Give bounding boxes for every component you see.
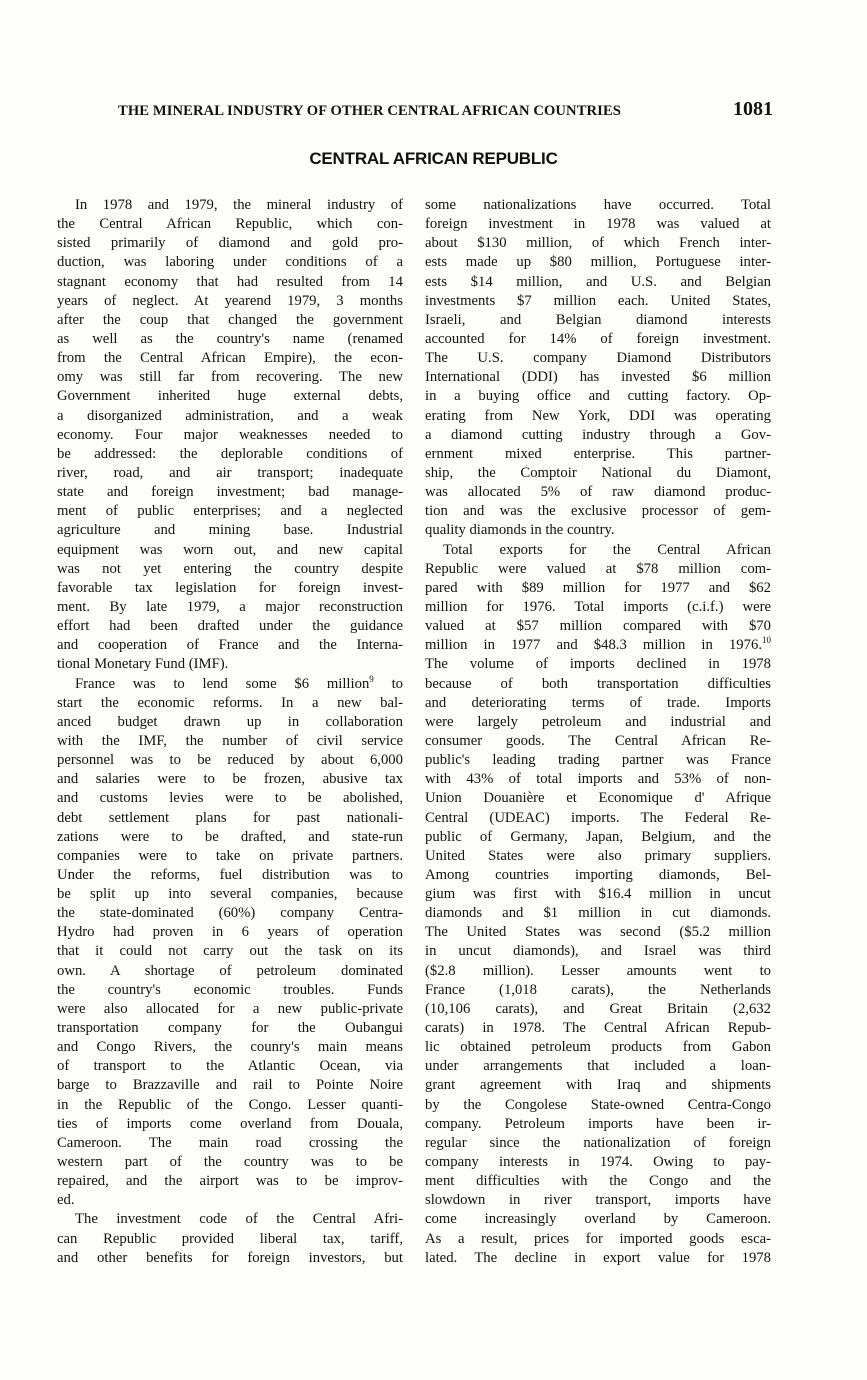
text-line	[57, 713, 403, 732]
text-line	[57, 1134, 403, 1153]
section-title: CENTRAL AFRICAN REPUBLIC	[309, 149, 558, 168]
text-line-content: tion and was the exclusive processor of gem-	[425, 503, 771, 520]
text-line-content: France (1,018 carats), the Netherlands	[425, 981, 771, 998]
text-line-content: The volume of imports declined in 1978	[425, 656, 771, 673]
text-line-content: with the IMF, the number of civil service	[57, 732, 403, 749]
text-line	[57, 598, 403, 617]
text-line	[425, 311, 771, 330]
text-line-content: repaired, and the airport was to be improv-	[57, 1173, 403, 1190]
text-line	[425, 253, 771, 272]
text-line	[425, 1134, 771, 1153]
text-line	[57, 981, 403, 1000]
text-line-content: that it could not carry out the task on its	[57, 943, 403, 960]
text-line-content: of transport to the Atlantic Ocean, via	[57, 1058, 403, 1075]
text-line	[57, 1153, 403, 1172]
text-line	[57, 828, 403, 847]
text-line	[425, 713, 771, 732]
text-line	[57, 311, 403, 330]
text-line	[425, 407, 771, 426]
text-line-content: ment of public enterprises; and a neglected	[57, 503, 403, 520]
text-line	[425, 904, 771, 923]
footnote-marker: 10	[762, 636, 771, 646]
text-line-content: some nationalizations have occurred. Total	[425, 197, 771, 213]
text-line	[57, 349, 403, 368]
text-line-content: (10,106 carats), and Great Britain (2,632	[425, 1000, 771, 1017]
text-line	[57, 579, 403, 598]
text-line	[425, 1172, 771, 1191]
text-line-content: agriculture and mining base. Industrial	[57, 522, 403, 539]
text-line-content: start the economic reforms. In a new bal-	[57, 694, 403, 711]
text-line	[57, 387, 403, 406]
text-line-content: ests made up $80 million, Portuguese inter-	[425, 254, 771, 271]
text-line-content: regular since the nationalization of foreign	[425, 1134, 771, 1151]
running-header-title: THE MINERAL INDUSTRY OF OTHER CENTRAL AFRICAN COUNTRIES	[118, 103, 622, 119]
text-line-content: in uncut diamonds), and Israel was third	[425, 943, 771, 960]
text-line	[425, 579, 771, 598]
text-line	[57, 694, 403, 713]
text-line	[57, 732, 403, 751]
text-line-content: ed.	[57, 1192, 75, 1209]
text-line	[57, 770, 403, 789]
text-line	[57, 962, 403, 981]
text-line	[425, 789, 771, 808]
text-line	[425, 521, 771, 540]
text-line-content: Union Douanière et Economique d' Afrique	[425, 790, 771, 807]
text-line	[425, 675, 771, 694]
text-line	[57, 1191, 403, 1210]
text-line	[57, 292, 403, 311]
text-line-content: effort had been drafted under the guidance	[57, 618, 403, 635]
text-line	[57, 655, 403, 674]
text-line-content: were also allocated for a new public-private	[57, 1000, 403, 1017]
text-line	[57, 234, 403, 253]
text-line-content: million in 1977 and $48.3 million in 1976.	[425, 637, 762, 654]
text-line-content: sisted primarily of diamond and gold pro-	[57, 235, 403, 252]
text-line	[57, 196, 403, 215]
text-line	[425, 1115, 771, 1134]
text-line-content: about $130 million, of which French inter-	[425, 235, 771, 252]
text-line	[425, 617, 771, 636]
text-line	[425, 1000, 771, 1019]
text-line	[57, 904, 403, 923]
text-line-content: slowdown in river transport, imports have	[425, 1192, 771, 1209]
text-line-content: France was to lend some $6 million	[75, 675, 370, 692]
text-line	[425, 1210, 771, 1229]
text-line-content: and deteriorating terms of trade. Imports	[425, 694, 771, 711]
text-line-content: the country's economic troubles. Funds	[57, 981, 403, 998]
text-line-content: own. A shortage of petroleum dominated	[57, 962, 403, 979]
text-line-content: Total exports for the Central African	[443, 541, 771, 558]
text-line-content: diamonds and $1 million in cut diamonds.	[425, 905, 771, 922]
text-line	[57, 253, 403, 272]
text-line-content: Government inherited huge external debts,	[57, 388, 403, 405]
text-line-content: in the Republic of the Congo. Lesser quanti-	[57, 1096, 403, 1113]
text-line	[425, 273, 771, 292]
text-line	[57, 541, 403, 560]
text-line	[425, 962, 771, 981]
text-line-content: and other benefits for foreign investors, but	[57, 1249, 403, 1266]
text-line-content: from the Central African Empire), the econ-	[57, 350, 403, 367]
text-line	[57, 809, 403, 828]
text-line-content: duction, was laboring under conditions of a	[57, 254, 403, 271]
text-line-content: under arrangements that included a loan-	[425, 1058, 771, 1075]
text-line	[425, 809, 771, 828]
text-line	[57, 502, 403, 521]
text-line-content: debt settlement plans for past nationali-	[57, 809, 403, 826]
text-line	[425, 445, 771, 464]
text-line-content: ties of imports come overland from Douala,	[57, 1115, 403, 1132]
text-line	[425, 426, 771, 445]
text-line-content: come increasingly overland by Cameroon.	[425, 1211, 771, 1228]
text-line	[57, 368, 403, 387]
text-line-content: be addressed: the deplorable conditions of	[57, 445, 403, 462]
text-line-content: were largely petroleum and industrial and	[425, 713, 771, 730]
text-line	[425, 1076, 771, 1095]
text-line	[425, 885, 771, 904]
text-line	[425, 292, 771, 311]
text-line	[425, 1096, 771, 1115]
text-line-content: consumer goods. The Central African Re-	[425, 732, 771, 749]
text-line	[425, 560, 771, 579]
text-line	[425, 349, 771, 368]
text-line	[425, 751, 771, 770]
text-line-content: state and foreign investment; bad manage-	[57, 484, 403, 501]
text-line-content: ment. By late 1979, a major reconstruction	[57, 598, 403, 615]
text-line-content: gium was first with $16.4 million in uncut	[425, 886, 771, 903]
text-line-content: and salaries were to be frozen, abusive tax	[57, 771, 403, 788]
text-line-content: favorable tax legislation for foreign invest-	[57, 579, 403, 596]
text-line	[57, 942, 403, 961]
text-line	[425, 196, 771, 215]
text-line-content: with 43% of total imports and 53% of non-	[425, 771, 771, 788]
right-column	[425, 196, 771, 1268]
text-line-content: Republic were valued at $78 million com-	[425, 560, 771, 577]
text-line	[425, 1230, 771, 1249]
text-line	[57, 426, 403, 445]
text-line	[425, 1038, 771, 1057]
text-line-content: public's leading trading partner was France	[425, 752, 771, 769]
text-line-content: a disorganized administration, and a weak	[57, 407, 403, 424]
text-line-content: Under the reforms, fuel distribution was to	[57, 866, 403, 883]
text-line	[425, 923, 771, 942]
text-line-content: Hydro had proven in 6 years of operation	[57, 924, 403, 941]
text-line	[425, 502, 771, 521]
text-line	[57, 560, 403, 579]
text-line	[57, 464, 403, 483]
text-line	[57, 407, 403, 426]
text-line-content: omy was still far from recovering. The new	[57, 369, 403, 386]
text-line-content: equipment was worn out, and new capital	[57, 541, 403, 558]
text-line-content: as well as the country's name (renamed	[57, 330, 403, 347]
text-line	[425, 464, 771, 483]
text-line-content: In 1978 and 1979, the mineral industry of	[75, 197, 403, 213]
text-line-content: the Central African Republic, which con-	[57, 216, 403, 233]
text-line	[425, 655, 771, 674]
text-line	[425, 942, 771, 961]
text-line	[425, 330, 771, 349]
text-line-content: ment difficulties with the Congo and the	[425, 1173, 771, 1190]
text-line	[57, 1115, 403, 1134]
text-line-content: after the coup that changed the government	[57, 311, 403, 328]
text-line	[425, 598, 771, 617]
footnote-marker: 9	[369, 674, 374, 684]
text-line	[425, 368, 771, 387]
text-line-content: economy. Four major weaknesses needed to	[57, 426, 403, 443]
text-line	[57, 617, 403, 636]
text-line-content: The United States was second ($5.2 million	[425, 924, 771, 941]
text-line-content: Cameroon. The main road crossing the	[57, 1134, 403, 1151]
text-line	[425, 1019, 771, 1038]
text-line	[57, 923, 403, 942]
text-line-content: was not yet entering the country despite	[57, 560, 403, 577]
text-line-content: and Congo Rivers, the counry's main means	[57, 1039, 403, 1056]
text-line-content: million for 1976. Total imports (c.i.f.) were	[425, 598, 771, 615]
text-line-content: stagnant economy that had resulted from 14	[57, 273, 403, 290]
text-line-content: by the Congolese State-owned Centra-Congo	[425, 1096, 771, 1113]
text-line-content: tional Monetary Fund (IMF).	[57, 656, 229, 673]
text-line-content: and customs levies were to be abolished,	[57, 790, 403, 807]
text-line-content: The investment code of the Central Afri-	[75, 1211, 403, 1228]
text-line-content: valued at $57 million compared with $70	[425, 618, 771, 635]
text-line	[57, 215, 403, 234]
text-line	[425, 694, 771, 713]
text-line-content: accounted for 14% of foreign investment.	[425, 330, 771, 347]
text-line	[57, 847, 403, 866]
text-line-content: western part of the country was to be	[57, 1154, 403, 1171]
text-line-content: Among countries importing diamonds, Bel-	[425, 866, 771, 883]
text-line	[425, 387, 771, 406]
text-line	[57, 1210, 403, 1229]
text-line-content: As a result, prices for imported goods esca-	[425, 1230, 771, 1247]
text-line	[57, 751, 403, 770]
text-line	[425, 770, 771, 789]
page-number: 1081	[733, 98, 773, 120]
text-line-content: quality diamonds in the country.	[425, 522, 615, 539]
text-line	[57, 1230, 403, 1249]
text-line	[425, 1057, 771, 1076]
text-line-content: anced budget drawn up in collaboration	[57, 713, 403, 730]
text-line-content: companies were to take on private partners.	[57, 847, 403, 864]
text-line	[425, 847, 771, 866]
text-line-content: in a buying office and cutting factory. Op-	[425, 388, 771, 405]
text-line	[57, 636, 403, 655]
text-line	[425, 1153, 771, 1172]
text-line-content: United States were also primary suppliers.	[425, 847, 771, 864]
text-line-content: carats) in 1978. The Central African Repub-	[425, 1020, 771, 1037]
text-line	[425, 1249, 771, 1268]
text-line-content: and cooperation of France and the Interna-	[57, 637, 403, 654]
text-line	[57, 1057, 403, 1076]
text-line-content: investments $7 million each. United States,	[425, 292, 771, 309]
text-line-content: company interests in 1974. Owing to pay-	[425, 1154, 771, 1171]
text-line-content: lated. The decline in export value for 1978	[425, 1249, 771, 1266]
text-line	[57, 789, 403, 808]
text-line	[425, 636, 771, 655]
text-line-content: years of neglect. At yearend 1979, 3 months	[57, 292, 403, 309]
text-line-content: ($2.8 million). Lesser amounts went to	[425, 962, 771, 979]
text-line-content: lic obtained petroleum products from Gabon	[425, 1039, 771, 1056]
text-line-content: barge to Brazzaville and rail to Pointe Noire	[57, 1077, 403, 1094]
text-line	[57, 330, 403, 349]
text-line	[425, 981, 771, 1000]
text-line	[425, 234, 771, 253]
running-header	[118, 98, 773, 121]
text-line	[57, 1019, 403, 1038]
text-line-content: personnel was to be reduced by about 6,000	[57, 752, 403, 769]
text-line	[57, 1249, 403, 1268]
text-line	[57, 1076, 403, 1095]
left-column	[57, 196, 403, 1268]
text-line-content: the state-dominated (60%) company Centra-	[57, 905, 403, 922]
text-line-content: ernment mixed enterprise. This partner-	[425, 445, 771, 462]
text-line	[57, 885, 403, 904]
text-line	[57, 675, 403, 694]
text-line-content: ests $14 million, and U.S. and Belgian	[425, 273, 771, 290]
text-line	[425, 828, 771, 847]
text-line-content: International (DDI) has invested $6 million	[425, 369, 771, 386]
text-line-content: be split up into several companies, because	[57, 886, 403, 903]
text-line-content: foreign investment in 1978 was valued at	[425, 216, 771, 233]
text-line-content: ship, the Comptoir National du Diamont,	[425, 464, 771, 481]
text-line-content: pared with $89 million for 1977 and $62	[425, 579, 771, 596]
text-line-content: public of Germany, Japan, Belgium, and the	[425, 828, 771, 845]
text-line-content: erating from New York, DDI was operating	[425, 407, 771, 424]
text-line-content: was allocated 5% of raw diamond produc-	[425, 484, 771, 501]
text-line	[57, 521, 403, 540]
text-line	[57, 1096, 403, 1115]
text-line	[57, 445, 403, 464]
text-line-content: The U.S. company Diamond Distributors	[425, 350, 771, 367]
text-line	[57, 1172, 403, 1191]
text-line-content: because of both transportation difficulties	[425, 675, 771, 692]
text-line	[425, 732, 771, 751]
text-line-content: Central (UDEAC) imports. The Federal Re-	[425, 809, 771, 826]
text-line-content: a diamond cutting industry through a Gov-	[425, 426, 771, 443]
text-line	[425, 215, 771, 234]
text-line	[57, 483, 403, 502]
text-line	[425, 483, 771, 502]
text-line-tail: to	[373, 675, 403, 692]
text-line-content: Israeli, and Belgian diamond interests	[425, 311, 771, 328]
text-line-content: zations were to be drafted, and state-run	[57, 828, 403, 845]
text-line	[425, 1191, 771, 1210]
text-line-content: transportation company for the Oubangui	[57, 1020, 403, 1037]
text-line-content: company. Petroleum imports have been ir-	[425, 1115, 771, 1132]
text-line	[57, 866, 403, 885]
text-line	[57, 1038, 403, 1057]
text-line	[57, 1000, 403, 1019]
text-line	[425, 866, 771, 885]
text-line	[425, 541, 771, 560]
text-line-content: river, road, and air transport; inadequate	[57, 464, 403, 481]
text-line-content: grant agreement with Iraq and shipments	[425, 1077, 771, 1094]
text-line-content: can Republic provided liberal tax, tariff,	[57, 1230, 403, 1247]
text-line	[57, 273, 403, 292]
